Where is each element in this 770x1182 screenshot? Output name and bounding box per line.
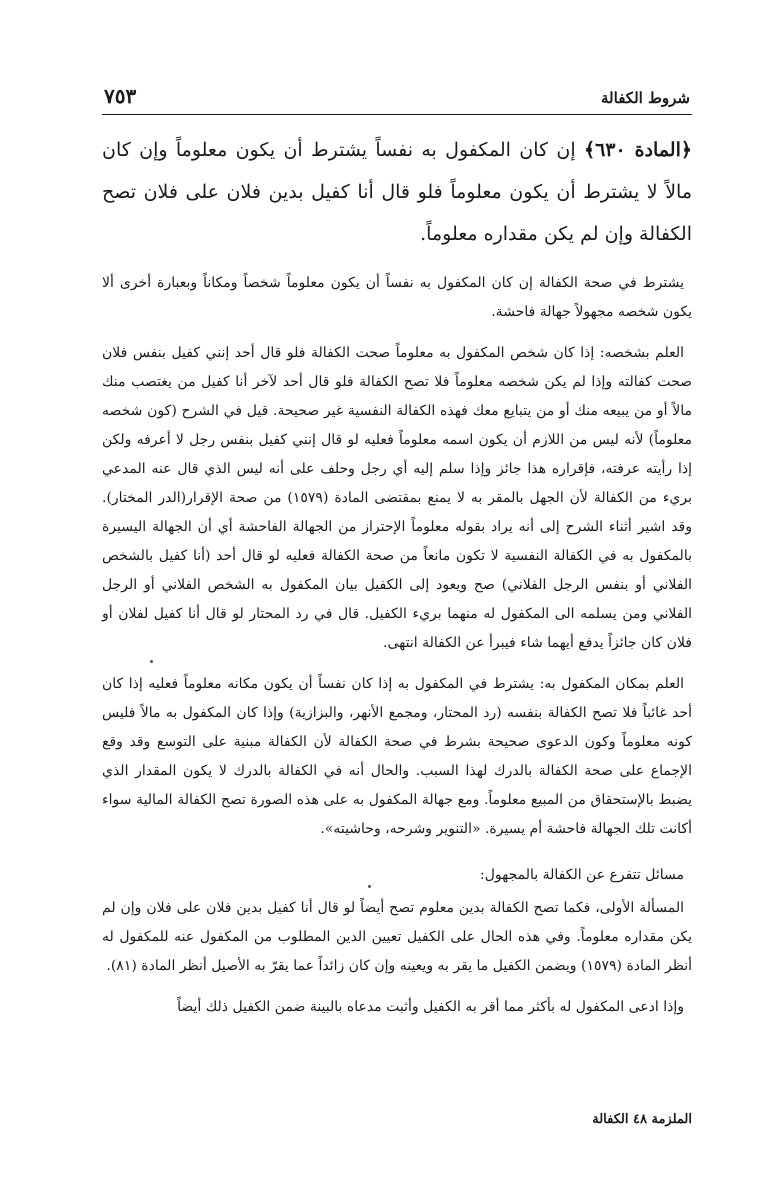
running-header: [102, 84, 692, 115]
paragraph-intro: يشترط في صحة الكفالة إن كان المكفول به نفساً أن يكون معلوماً شخصاً ومكاناً وبعبارة أخرى ألا يكون شخصه مجهولاً جهالة فاحشة.: [102, 275, 692, 320]
page-body: [102, 84, 692, 1034]
header-title: شروط الكفالة: [601, 89, 690, 107]
issue-continuation: وإذا ادعى المكفول له بأكثر مما أقر به الكفيل وأثبت مدعاه بالبينة ضمن الكفيل ذلك أيضاً: [177, 999, 684, 1015]
section-subhead: مسائل تتفرع عن الكفالة بالمجهول:: [480, 867, 684, 883]
signature-footer: الملزمة ٤٨ الكفالة: [592, 1112, 692, 1127]
page-number: ٧٥٣: [104, 84, 137, 108]
speck: [150, 660, 153, 663]
paragraph-location: العلم بمكان المكفول به: يشترط في المكفول به إذا كان نفساً أن يكون مكانه معلوماً فعليه إذا كان أحد غائباً فلا تصح الكفالة بنفسه (رد المحتار، ومجمع الأنهر، والبزازية) وإذا كان المكفول به مالاً فليس كونه معلوماً وكون الدعوى صحيحة بشرط في صحة الكفالة لأن الكفالة مبنية على التوسع وقد وقع الإجماع على صحة الكفالة بالدرك لهذا السبب. والحال أنه في الكفالة بالدرك لا يكون المقدار الذي يضبط بالإستحقاق من المبيع معلوماً. ومع جهالة المكفول به على هذه الصورة تصح الكفالة المالية سواء أكانت تلك الجهالة فاحشة أم يسيرة. «التنوير وشرحه، وحاشيته».: [102, 676, 692, 837]
issue-first: المسألة الأولى، فكما تصح الكفالة بدين معلوم تصح أيضاً لو قال أنا كفيل بدين فلان على فلان وإن لم يكن مقداره معلوماً. وفي هذه الحال على الكفيل تعيين الدين المطلوب من المكفول عنه للمكفول له أنظر المادة (١٥٧٩) ويضمن الكفيل ما يقر به ويعينه وإن كان زائداً عما يقرّ به الأصيل أنظر المادة (٨١).: [102, 900, 692, 974]
article-label: ﴿المادة ٦٣٠﴾: [583, 139, 692, 161]
speck: [368, 885, 371, 888]
paragraph-identity: العلم بشخصه: إذا كان شخص المكفول به معلوماً صحت الكفالة فلو قال أحد إنني كفيل بنفس فلان صحت كفالته وإذا لم يكن شخصه معلوماً فلا تصح الكفالة فلو قال أحد لآخر أنا كفيل من يغتصب منك مالاً أو من يبيعه منك أو من يتبايع معك فهذه الكفالة النفسية غير صحيحة. قيل في الشرح (كون شخصه معلوماً) لأنه ليس من اللازم أن يكون اسمه معلوماً فعليه لو قال إنني كفيل بنفس رجل لا أعرفه ولكن إذا رأيته عرفته، فإقراره هذا جائز وإذا سلم إليه أي رجل وحلف على أنه ليس الذي قال عنه المدعي بريء من الكفالة لأن الجهل بالمقر به لا يمنع بمقتضى المادة (١٥٧٩) من صحة الإقرار(الدر المختار). وقد اشير أثناء الشرح إلى أنه يراد بقوله معلوماً الإحتراز من الجهالة الفاحشة أي أن الجهالة اليسيرة بالمكفول به في الكفالة النفسية لا تكون مانعاً من صحة الكفالة فعليه لو قال أحد (أنا كفيل بالشخص الفلاني أو بنفس الرجل الفلاني) صح ويعود إلى الكفيل بيان المكفول به الشخص الفلاني أو الرجل الفلاني ومن يسلمه الى المكفول له منهما بريء الكفيل. قال في رد المحتار لو قال أنا كفيل لفلان أو فلان كان جائزاً يدفع أيهما شاء فيبرأ عن الكفالة انتهى.: [102, 345, 693, 651]
article-630: [102, 129, 692, 255]
article-text: إن كان المكفول به نفساً يشترط أن يكون معلوماً وإن كان مالاً لا يشترط أن يكون معلوماً فلو قال أنا كفيل بدين فلان على فلان تصح الكفالة وإن لم يكن مقداره معلوماً.: [102, 139, 692, 245]
